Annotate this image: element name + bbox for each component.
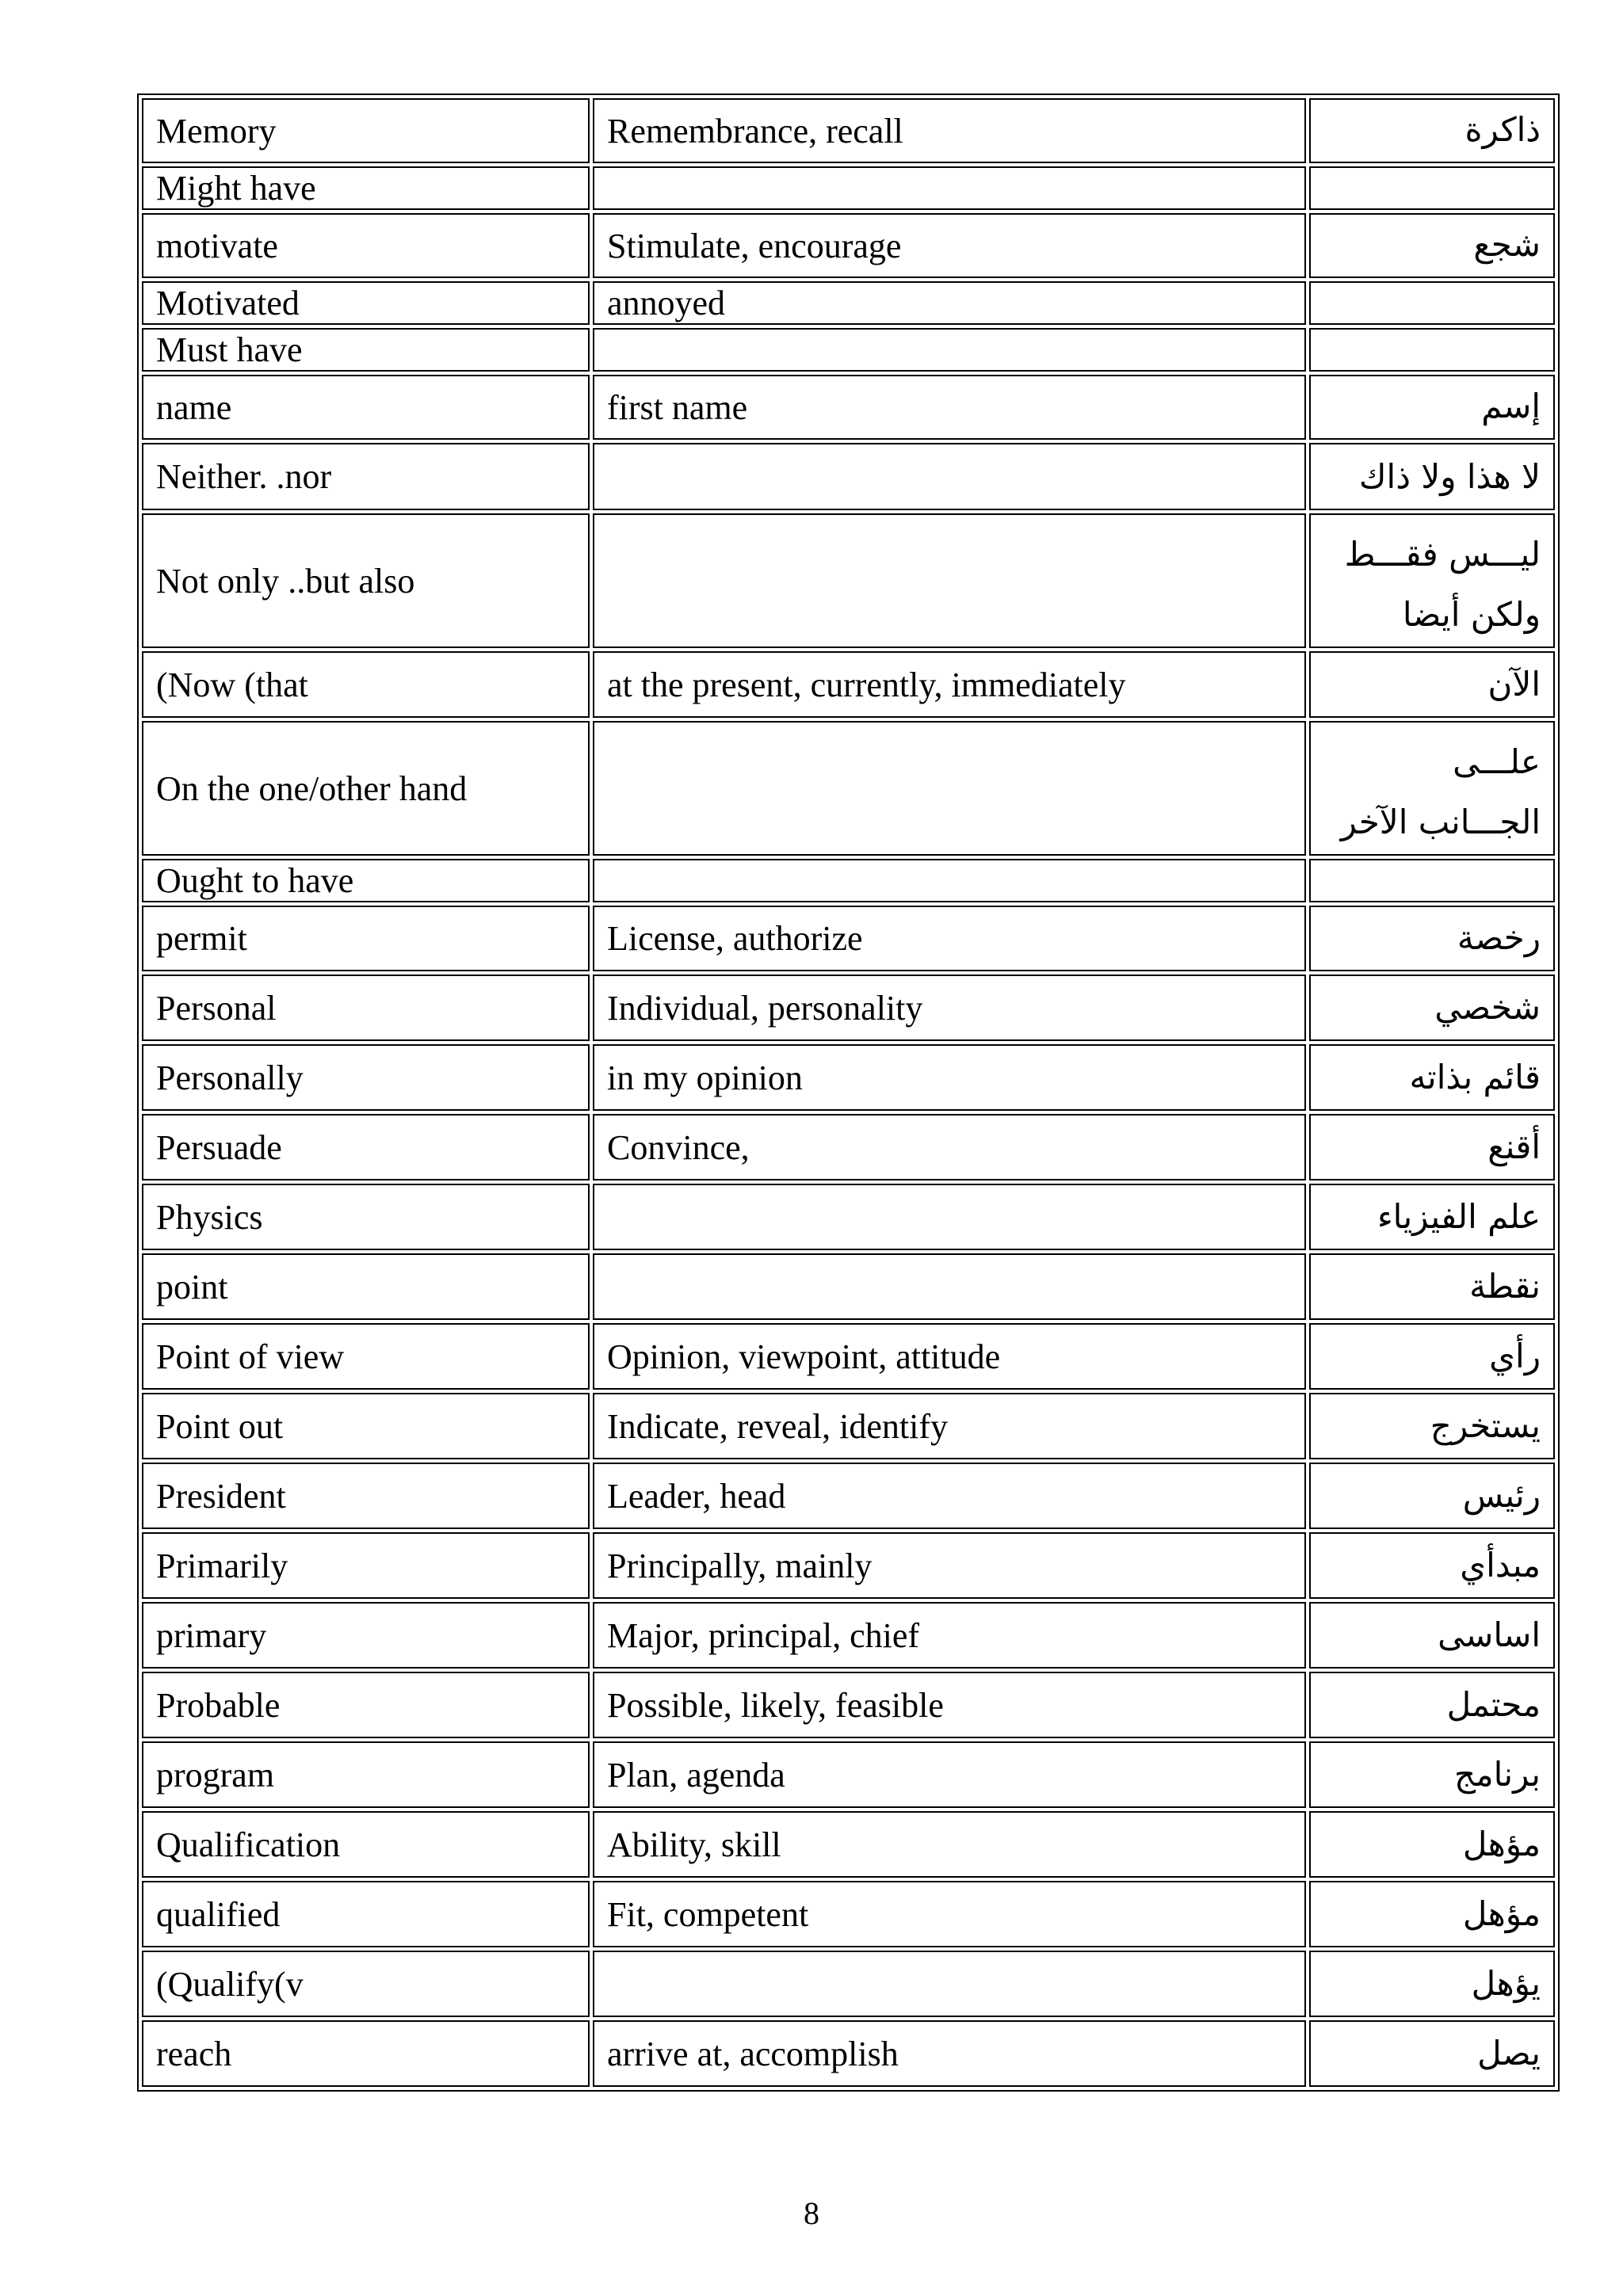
english-word-cell: Primarily [142,1532,590,1599]
arabic-translation-cell: شخصي [1309,974,1555,1041]
table-row [142,2020,1555,2087]
synonyms-cell: first name [593,375,1306,440]
arabic-translation-cell: محتمل [1309,1672,1555,1738]
synonyms-cell: at the present, currently, immediately [593,651,1306,718]
english-word-cell: Memory [142,98,590,163]
table-row [142,1184,1555,1250]
synonyms-cell: License, authorize [593,906,1306,971]
vocabulary-table-body [142,98,1555,2087]
arabic-translation-cell: لا هذا ولا ذاك [1309,443,1555,510]
english-word-cell: Ought to have [142,859,590,902]
arabic-translation-cell [1309,328,1555,372]
synonyms-cell: arrive at, accomplish [593,2020,1306,2087]
arabic-translation-cell: ليـــس فقـــط ولكن أيضا [1309,513,1555,648]
arabic-translation-cell: شجع [1309,213,1555,278]
english-word-cell: Qualification [142,1811,590,1878]
table-row [142,1114,1555,1180]
table-row [142,1881,1555,1947]
arabic-translation-cell: قائم بذاته [1309,1044,1555,1111]
arabic-translation-cell: يؤهل [1309,1951,1555,2017]
synonyms-cell: in my opinion [593,1044,1306,1111]
synonyms-cell [593,1184,1306,1250]
english-word-cell: Personal [142,974,590,1041]
table-row [142,651,1555,718]
table-row [142,1672,1555,1738]
synonyms-cell [593,721,1306,856]
english-word-cell: reach [142,2020,590,2087]
english-word-cell: Personally [142,1044,590,1111]
english-word-cell: Neither. .nor [142,443,590,510]
arabic-translation-cell: يصل [1309,2020,1555,2087]
table-row [142,859,1555,902]
arabic-translation-cell: مؤهل [1309,1811,1555,1878]
table-row [142,1463,1555,1529]
synonyms-cell [593,1951,1306,2017]
arabic-translation-cell: نقطة [1309,1253,1555,1320]
arabic-translation-cell: أقنع [1309,1114,1555,1180]
english-word-cell: Must have [142,328,590,372]
english-word-cell: On the one/other hand [142,721,590,856]
english-word-cell: Point out [142,1393,590,1459]
synonyms-cell: Plan, agenda [593,1741,1306,1808]
table-row [142,98,1555,163]
english-word-cell: (Now (that [142,651,590,718]
arabic-translation-cell: علـــى الجـــانب الآخر [1309,721,1555,856]
arabic-translation-cell: علم الفيزياء [1309,1184,1555,1250]
synonyms-cell: Convince, [593,1114,1306,1180]
english-word-cell: name [142,375,590,440]
arabic-translation-cell: برنامج [1309,1741,1555,1808]
synonyms-cell [593,1253,1306,1320]
arabic-translation-cell: يستخرج [1309,1393,1555,1459]
synonyms-cell [593,443,1306,510]
table-row [142,1602,1555,1669]
english-word-cell: Might have [142,166,590,210]
table-row [142,1323,1555,1390]
table-row [142,1951,1555,2017]
arabic-translation-cell: رخصة [1309,906,1555,971]
arabic-translation-cell: اساسى [1309,1602,1555,1669]
english-word-cell: Motivated [142,281,590,325]
table-row [142,1741,1555,1808]
arabic-translation-cell: ذاكرة [1309,98,1555,163]
table-row [142,1253,1555,1320]
arabic-translation-cell: رأي [1309,1323,1555,1390]
table-row [142,375,1555,440]
synonyms-cell: Stimulate, encourage [593,213,1306,278]
table-row [142,328,1555,372]
synonyms-cell [593,328,1306,372]
arabic-translation-cell: مؤهل [1309,1881,1555,1947]
english-word-cell: (Qualify(v [142,1951,590,2017]
synonyms-cell: Opinion, viewpoint, attitude [593,1323,1306,1390]
synonyms-cell: Leader, head [593,1463,1306,1529]
synonyms-cell: Indicate, reveal, identify [593,1393,1306,1459]
table-row [142,1044,1555,1111]
english-word-cell: qualified [142,1881,590,1947]
table-row [142,721,1555,856]
english-word-cell: permit [142,906,590,971]
english-word-cell: Physics [142,1184,590,1250]
english-word-cell: Persuade [142,1114,590,1180]
table-row [142,281,1555,325]
vocabulary-table [137,93,1560,2092]
synonyms-cell: Possible, likely, feasible [593,1672,1306,1738]
arabic-translation-cell: إسم [1309,375,1555,440]
english-word-cell: President [142,1463,590,1529]
table-row [142,443,1555,510]
table-row [142,1393,1555,1459]
arabic-translation-cell: رئيس [1309,1463,1555,1529]
synonyms-cell: annoyed [593,281,1306,325]
synonyms-cell [593,859,1306,902]
synonyms-cell [593,513,1306,648]
synonyms-cell: Principally, mainly [593,1532,1306,1599]
page-number: 8 [804,2195,819,2231]
english-word-cell: point [142,1253,590,1320]
table-row [142,1532,1555,1599]
table-row [142,213,1555,278]
english-word-cell: program [142,1741,590,1808]
synonyms-cell [593,166,1306,210]
table-row [142,1811,1555,1878]
synonyms-cell: Ability, skill [593,1811,1306,1878]
english-word-cell: motivate [142,213,590,278]
english-word-cell: Point of view [142,1323,590,1390]
table-row [142,974,1555,1041]
arabic-translation-cell [1309,859,1555,902]
synonyms-cell: Remembrance, recall [593,98,1306,163]
synonyms-cell: Major, principal, chief [593,1602,1306,1669]
arabic-translation-cell [1309,166,1555,210]
arabic-translation-cell [1309,281,1555,325]
synonyms-cell: Individual, personality [593,974,1306,1041]
english-word-cell: primary [142,1602,590,1669]
table-row [142,906,1555,971]
synonyms-cell: Fit, competent [593,1881,1306,1947]
english-word-cell: Not only ..but also [142,513,590,648]
table-row [142,166,1555,210]
arabic-translation-cell: الآن [1309,651,1555,718]
english-word-cell: Probable [142,1672,590,1738]
table-row [142,513,1555,648]
arabic-translation-cell: مبدأي [1309,1532,1555,1599]
